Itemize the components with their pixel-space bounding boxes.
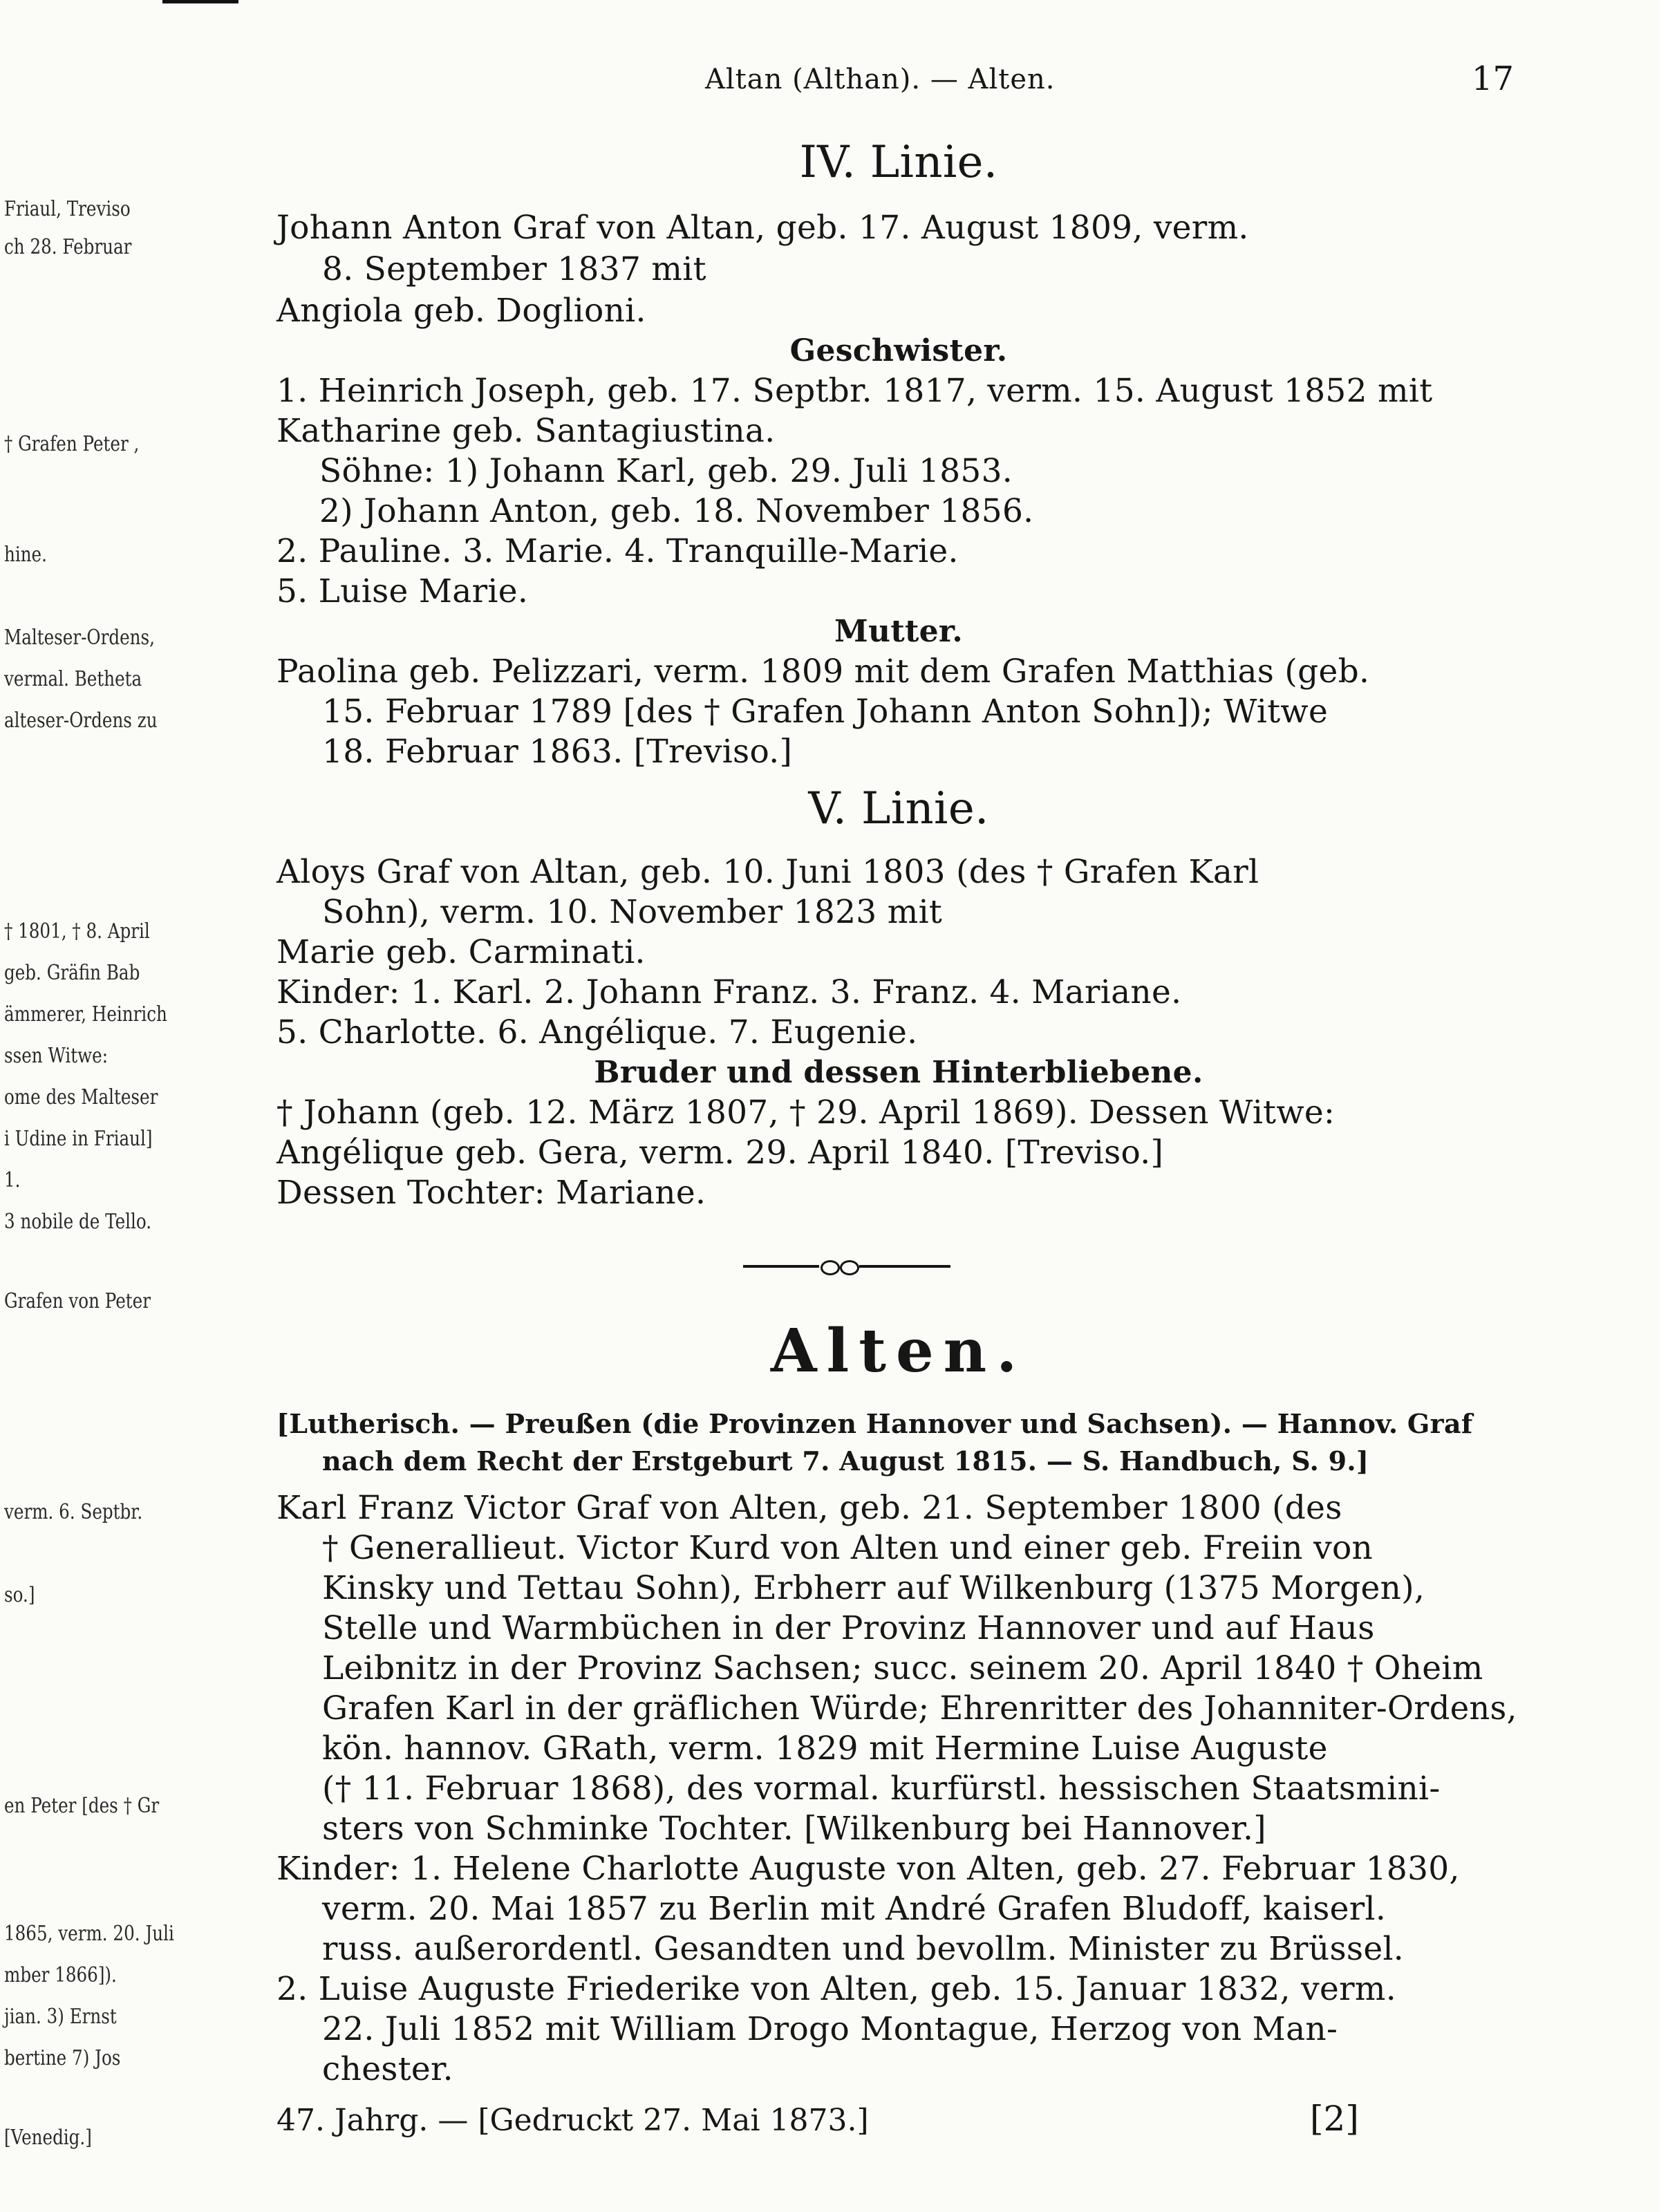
text-line: Katharine geb. Santagiustina. xyxy=(276,412,776,450)
text-line: 2. Luise Auguste Friederike von Alten, geb. 15. Januar 1832, verm. xyxy=(276,1970,1396,2008)
footer-print-note: 47. Jahrg. — [Gedruckt 27. Mai 1873.] xyxy=(276,2103,869,2138)
text-line: 5. Luise Marie. xyxy=(276,572,529,610)
text-line: verm. 20. Mai 1857 zu Berlin mit André Grafen Bludoff, kaiserl. xyxy=(322,1890,1387,1928)
left-fragment: alteser-Ordens zu xyxy=(4,709,158,733)
text-line: 15. Februar 1789 [des † Grafen Johann Anton Sohn]); Witwe xyxy=(322,693,1329,731)
text-line: Karl Franz Victor Graf von Alten, geb. 21. September 1800 (des xyxy=(276,1489,1342,1527)
text-line: 8. September 1837 mit xyxy=(322,250,706,288)
text-line: Söhne: 1) Johann Karl, geb. 29. Juli 1853. xyxy=(319,452,1013,490)
info-line: nach dem Recht der Erstgeburt 7. August 1815. — S. Handbuch, S. 9.] xyxy=(322,1445,1369,1477)
text-line: Paolina geb. Pelizzari, verm. 1809 mit dem Grafen Matthias (geb. xyxy=(276,653,1370,691)
left-fragment: † Grafen Peter , xyxy=(4,432,140,456)
left-fragment: i Udine in Friaul] xyxy=(4,1127,153,1151)
text-line: Leibnitz in der Provinz Sachsen; succ. seinem 20. April 1840 † Oheim xyxy=(322,1649,1483,1687)
left-page-fragment xyxy=(0,0,180,2212)
text-line: russ. außerordentl. Gesandten und bevollm. Minister zu Brüssel. xyxy=(322,1930,1405,1968)
text-line: kön. hannov. GRath, verm. 1829 mit Hermine Luise Auguste xyxy=(322,1730,1328,1768)
left-fragment: jian. 3) Ernst xyxy=(4,2005,117,2029)
text-line: Dessen Tochter: Mariane. xyxy=(276,1174,706,1212)
text-line: 18. Februar 1863. [Treviso.] xyxy=(322,733,793,771)
left-fragment: 3 nobile de Tello. xyxy=(4,1210,152,1234)
text-line: 1. Heinrich Joseph, geb. 17. Septbr. 1817, verm. 15. August 1852 mit xyxy=(276,372,1433,410)
left-fragment: vermal. Betheta xyxy=(4,667,142,691)
subheading-bruder: Bruder und dessen Hinterbliebene. xyxy=(594,1055,1203,1090)
left-fragment: mber 1866]). xyxy=(4,1963,117,1987)
text-line: 2) Johann Anton, geb. 18. November 1856. xyxy=(319,492,1034,530)
running-head-title: Altan (Althan). — Alten. xyxy=(705,64,1056,95)
text-line: Sohn), verm. 10. November 1823 mit xyxy=(322,893,943,931)
section-heading-linie-5: V. Linie. xyxy=(808,783,989,834)
subheading-geschwister: Geschwister. xyxy=(789,333,1008,368)
left-fragment: geb. Gräfin Bab xyxy=(4,961,140,985)
left-fragment: ssen Witwe: xyxy=(4,1044,108,1068)
text-line: sters von Schminke Tochter. [Wilkenburg bei Hannover.] xyxy=(322,1810,1266,1848)
left-fragment: [Venedig.] xyxy=(4,2126,92,2150)
running-head xyxy=(276,59,1521,105)
text-line: Kinder: 1. Helene Charlotte Auguste von Alten, geb. 27. Februar 1830, xyxy=(276,1850,1460,1888)
text-line: Aloys Graf von Altan, geb. 10. Juni 1803 (des † Grafen Karl xyxy=(276,853,1259,891)
text-line: Angélique geb. Gera, verm. 29. April 1840. [Treviso.] xyxy=(276,1134,1164,1172)
left-fragment: ämmerer, Heinrich xyxy=(4,1002,167,1027)
info-line: [Lutherisch. — Preußen (die Provinzen Hannover und Sachsen). — Hannov. Graf xyxy=(276,1408,1473,1439)
text-line: Kinsky und Tettau Sohn), Erbherr auf Wilkenburg (1375 Morgen), xyxy=(322,1569,1425,1607)
text-line: Grafen Karl in der gräflichen Würde; Ehrenritter des Johanniter-Ordens, xyxy=(322,1689,1517,1727)
text-line: chester. xyxy=(322,2050,453,2088)
text-line: († 11. Februar 1868), des vormal. kurfürstl. hessischen Staatsmini- xyxy=(322,1770,1441,1808)
text-line: Marie geb. Carminati. xyxy=(276,933,646,971)
left-fragment: ch 28. Februar xyxy=(4,235,132,259)
left-fragment: Grafen von Peter xyxy=(4,1289,151,1313)
left-fragment: Friaul, Treviso xyxy=(4,197,131,221)
subheading-mutter: Mutter. xyxy=(834,614,963,649)
family-title-alten: Alten. xyxy=(770,1316,1027,1386)
page-number: 17 xyxy=(1471,59,1514,98)
left-fragment: 1. xyxy=(4,1168,21,1192)
left-fragment: ome des Malteser xyxy=(4,1085,158,1109)
footer-signature-mark: [2] xyxy=(1310,2099,1359,2139)
left-fragment: verm. 6. Septbr. xyxy=(4,1500,143,1524)
text-line: † Johann (geb. 12. März 1807, † 29. April 1869). Dessen Witwe: xyxy=(276,1094,1335,1132)
section-heading-linie-4: IV. Linie. xyxy=(799,137,998,188)
text-line: 5. Charlotte. 6. Angélique. 7. Eugenie. xyxy=(276,1013,918,1051)
text-line: Johann Anton Graf von Altan, geb. 17. August 1809, verm. xyxy=(276,209,1249,247)
left-fragment: so.] xyxy=(4,1583,35,1607)
text-line: † Generallieut. Victor Kurd von Alten und einer geb. Freiin von xyxy=(322,1529,1374,1567)
ornament-divider xyxy=(743,1258,950,1275)
left-fragment: hine. xyxy=(4,543,47,567)
text-line: 22. Juli 1852 mit William Drogo Montague, Herzog von Man- xyxy=(322,2010,1338,2048)
text-line: Angiola geb. Doglioni. xyxy=(276,292,646,330)
left-fragment: Malteser-Ordens, xyxy=(4,626,155,650)
text-line: 2. Pauline. 3. Marie. 4. Tranquille-Marie. xyxy=(276,532,959,570)
left-fragment: † 1801, † 8. April xyxy=(4,919,150,944)
left-fragment: 1865, verm. 20. Juli xyxy=(4,1922,174,1946)
text-line: Kinder: 1. Karl. 2. Johann Franz. 3. Franz. 4. Mariane. xyxy=(276,973,1182,1011)
text-line: Stelle und Warmbüchen in der Provinz Hannover und auf Haus xyxy=(322,1609,1375,1647)
left-fragment: en Peter [des † Gr xyxy=(4,1794,160,1818)
left-fragment: bertine 7) Jos xyxy=(4,2046,121,2070)
